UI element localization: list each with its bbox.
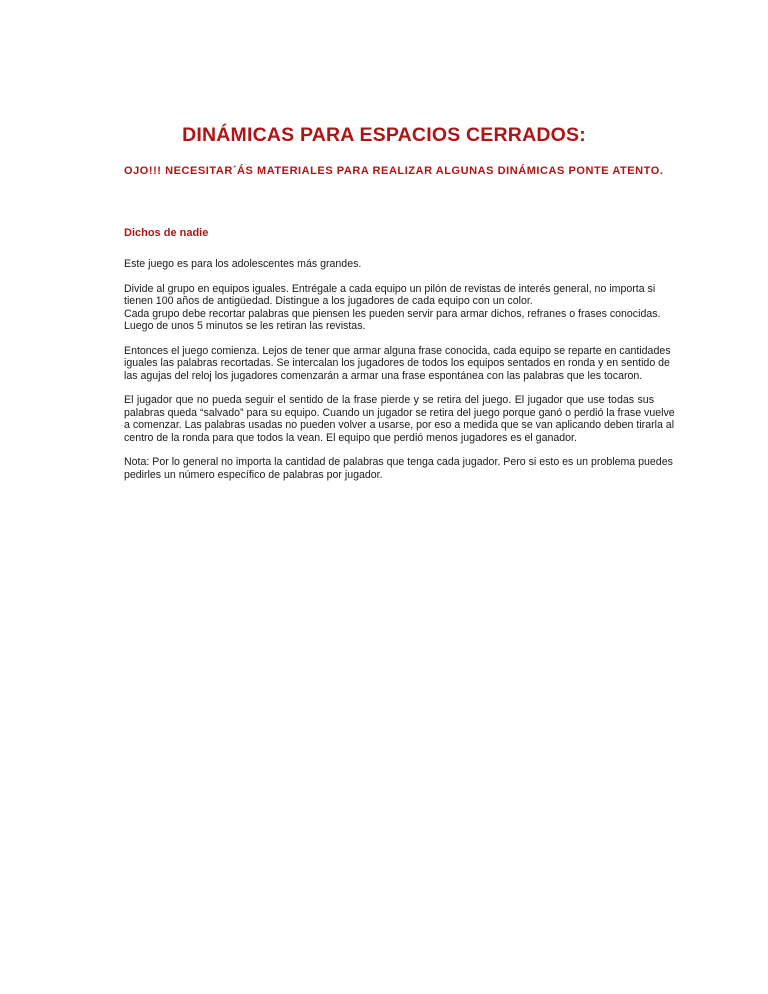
page-title: DINÁMICAS PARA ESPACIOS CERRADOS: — [182, 124, 586, 146]
text-line: Luego de unos 5 minutos se les retiran las revistas. — [124, 320, 366, 333]
text-line: pedirles un número específico de palabras por jugador. — [124, 468, 383, 481]
paragraph-rules — [124, 394, 675, 444]
body-text — [124, 258, 675, 494]
text-line: las agujas del reloj los jugadores comenzarán a armar una frase espontánea con las palabras que les tocaron. — [124, 369, 643, 382]
text-line: Entonces el juego comienza. Lejos de tener que armar alguna frase conocida, cada equipo se reparte en cantidades — [124, 344, 671, 357]
text-line: a comenzar. Las palabras usadas no pueden volver a usarse, por eso a medida que se van aplicando deben tirarla al — [124, 419, 675, 432]
text-line: El jugador que no pueda seguir el sentido de la frase pierde y se retira del juego. El jugador que use todas sus — [124, 394, 654, 407]
paragraph-intro — [124, 258, 654, 270]
text-line: centro de la ronda para que todos la vean. El equipo que perdió menos jugadores es el ganador. — [124, 431, 577, 444]
page-subtitle: OJO!!! NECESITAR´ÁS MATERIALES PARA REALIZAR ALGUNAS DINÁMICAS PONTE ATENTO. — [124, 165, 664, 177]
paragraph-gameplay — [124, 344, 671, 382]
text-line: Nota: Por lo general no importa la cantidad de palabras que tenga cada jugador. Pero si esto es un problema puedes — [124, 456, 673, 469]
text-line: palabras queda “salvado” para su equipo. Cuando un jugador se retira del juego porque ganó o perdió la frase vuelve — [124, 406, 675, 419]
text-line: tienen 100 años de antigüedad. Distingue a los jugadores de cada equipo con un color. — [124, 295, 533, 308]
text-line: Este juego es para los adolescentes más grandes. — [124, 258, 362, 270]
paragraph-setup — [124, 282, 661, 333]
paragraph-note — [124, 456, 673, 481]
text-line: Divide al grupo en equipos iguales. Entrégale a cada equipo un pilón de revistas de interés general, no importa si — [124, 282, 656, 295]
text-line: Cada grupo debe recortar palabras que piensen les pueden servir para armar dichos, refranes o frases conocidas. — [124, 307, 661, 320]
section-heading: Dichos de nadie — [124, 227, 209, 239]
text-line: iguales las palabras recortadas. Se intercalan los jugadores de todos los equipos sentados en ronda y en sentido de — [124, 357, 670, 370]
